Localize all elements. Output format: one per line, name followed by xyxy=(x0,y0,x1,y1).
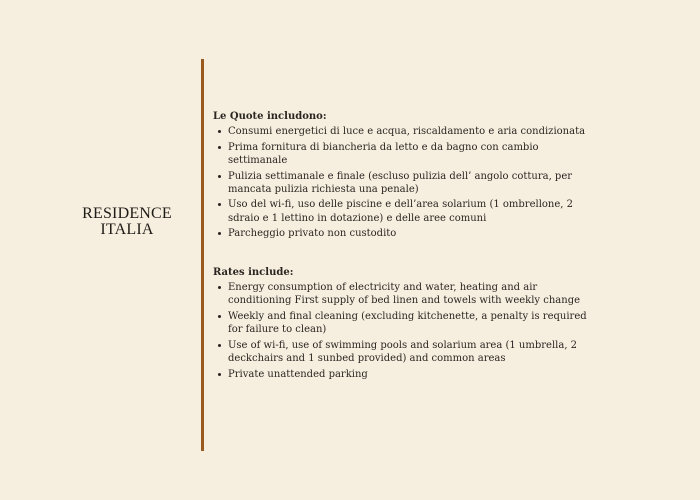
list-item: Weekly and final cleaning (excluding kitchenette, a penalty is required for failure to clean) xyxy=(228,310,593,337)
brand-line-1: RESIDENCE xyxy=(82,205,172,222)
rates-content xyxy=(213,110,593,383)
italian-section xyxy=(213,110,593,241)
brand-line-2: ITALIA xyxy=(100,221,154,238)
list-item: Private unattended parking xyxy=(228,368,593,381)
list-item: Prima fornitura di biancheria da letto e da bagno con cambio settimanale xyxy=(228,141,593,168)
list-item: Pulizia settimanale e finale (escluso pulizia dell’ angolo cottura, per mancata pulizia richiesta una penale) xyxy=(228,170,593,197)
italian-section-title: Le Quote includono: xyxy=(213,111,327,122)
english-section-title: Rates include: xyxy=(213,266,294,278)
list-item: Uso del wi-fi, uso delle piscine e dell’area solarium (1 ombrellone, 2 sdraio e 1 lettino in dotazione) e delle aree comuni xyxy=(228,198,593,225)
list-item: Use of wi-fi, use of swimming pools and solarium area (1 umbrella, 2 deckchairs and 1 sunbed provided) and common areas xyxy=(228,339,593,366)
italian-list xyxy=(213,125,593,240)
vertical-divider xyxy=(201,59,204,451)
list-item: Energy consumption of electricity and water, heating and air conditioning First supply of bed linen and towels with weekly change xyxy=(228,281,593,308)
english-section xyxy=(213,266,593,381)
list-item: Consumi energetici di luce e acqua, riscaldamento e aria condizionata xyxy=(228,125,593,138)
english-list xyxy=(213,281,593,381)
list-item: Parcheggio privato non custodito xyxy=(228,227,593,240)
brand-name xyxy=(62,206,192,238)
